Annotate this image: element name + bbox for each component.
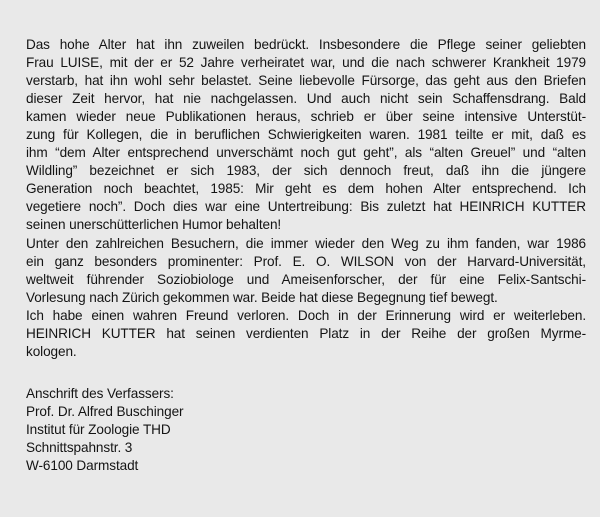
text-line: Vorlesung nach Zürich gekommen war. Beide hat diese Begegnung tief bewegt. — [26, 289, 498, 305]
author-city: W-6100 Darmstadt — [26, 457, 139, 473]
text-line: kamen wieder neue Publikationen heraus, schrieb er über seine intensive Unterstüt- — [26, 109, 586, 125]
text-line: ein ganz besonders prominenter: Prof. E. O. WILSON von der Harvard-Universität, — [26, 253, 586, 269]
text-line: Ich habe einen wahren Freund verloren. Doch in der Erinnerung wird er weiterleben. — [26, 307, 586, 323]
text-line: verstarb, hat ihn wohl sehr belastet. Seine liebevolle Fürsorge, das geht aus den Briefen — [26, 73, 586, 89]
text-line: Frau LUISE, mit der er 52 Jahre verheiratet war, und die nach schwerer Krankheit 1979 — [26, 55, 586, 71]
text-line: Generation noch beachtet, 1985: Mir geht es dem hohen Alter entsprechend. Ich — [26, 181, 586, 197]
text-line: Das hohe Alter hat ihn zuweilen bedrückt. Insbesondere die Pflege seiner geliebten — [26, 37, 586, 52]
text-line: Unter den zahlreichen Besuchern, die immer wieder den Weg zu ihm fanden, war 1986 — [26, 235, 586, 251]
author-name: Prof. Dr. Alfred Buschinger — [26, 403, 184, 419]
text-line: seinen unerschütterlichen Humor behalten! — [26, 217, 282, 233]
text-line: dieser Zeit hervor, hat nie nachgelassen. Und auch nicht sein Schaffensdrang. Bald — [26, 91, 586, 107]
text-line: ihm “dem Alter entsprechend unverschämt noch gut geht”, als “alten Greuel” und “alten — [26, 145, 586, 161]
text-line: HEINRICH KUTTER hat seinen verdienten Platz in der Reihe der großen Myrme- — [26, 325, 586, 341]
text-line: weltweit führender Soziobiologe und Ameisenforscher, der für eine Felix-Santschi- — [26, 271, 586, 287]
text-line: Wildling” bezeichnet er sich 1983, der sich dennoch freut, daß ihn die jüngere — [26, 163, 586, 179]
author-street: Schnittspahnstr. 3 — [26, 439, 133, 455]
obituary-paragraph — [26, 36, 586, 361]
address-heading: Anschrift des Verfassers: — [26, 386, 174, 401]
author-address — [26, 385, 326, 475]
text-line: zung für Kollegen, die in beruflichen Schwierigkeiten waren. 1981 teilte er mit, daß es — [26, 127, 586, 143]
author-institute: Institut für Zoologie THD — [26, 421, 171, 437]
text-line: vegetiere noch”. Doch dies war eine Untertreibung: Bis zuletzt hat HEINRICH KUTTER — [26, 199, 586, 215]
text-line: kologen. — [26, 343, 77, 359]
